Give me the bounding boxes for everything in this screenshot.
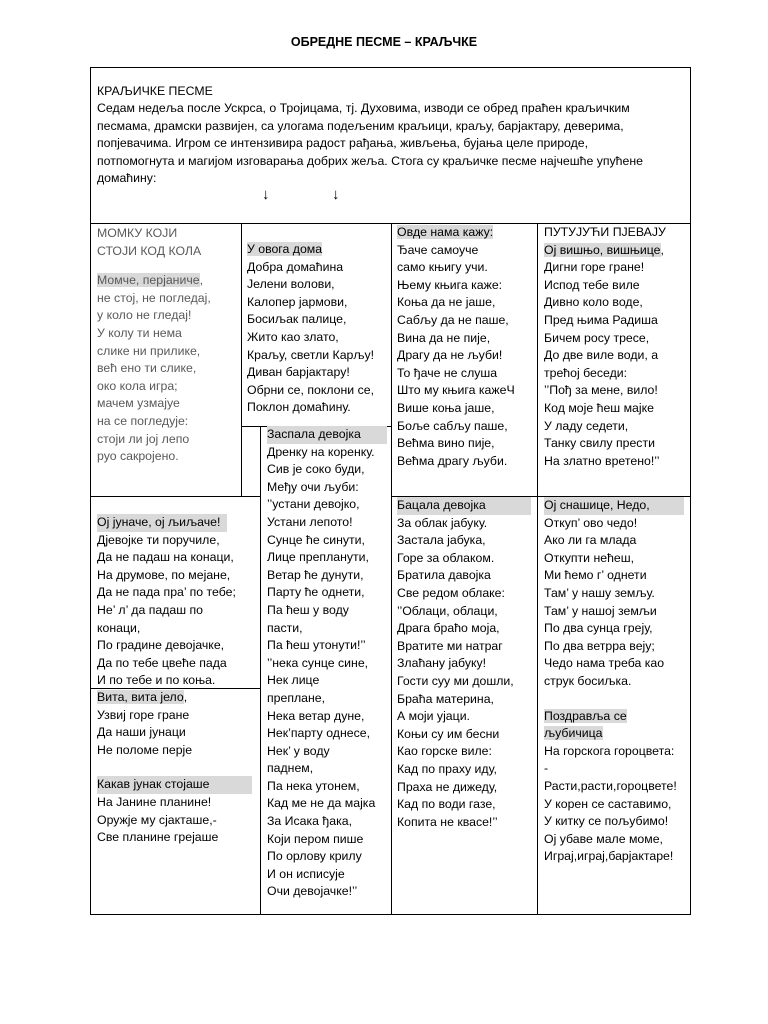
song-line: већ ено ти слике, xyxy=(97,361,197,376)
song-title: Бацала девојка xyxy=(397,497,531,515)
song-line: Сив је соко буди, xyxy=(267,462,365,477)
song-putujuci-pjevaju xyxy=(544,224,666,470)
song-line: Њему књига каже: xyxy=(397,277,503,292)
song-line: Дјевојке ти поручиле, xyxy=(97,532,220,547)
song-line: На друмове, по мејане, xyxy=(97,567,231,582)
song-line: Босиљак палице, xyxy=(247,312,347,327)
song-line: Вратите ми натраг xyxy=(397,638,503,653)
song-title: Поздравља се xyxy=(544,708,627,723)
song-line: Дренку на коренку. xyxy=(267,444,375,459)
song-line: По орлову крилу xyxy=(267,849,362,864)
song-line: Застала јабука, xyxy=(397,533,486,548)
song-line: Браћа материна, xyxy=(397,691,494,706)
song-line: преплане, xyxy=(267,690,326,705)
song-line: Ој убаве мале моме, xyxy=(544,831,663,846)
song-line: И он исписује xyxy=(267,866,345,881)
song-line: у коло не гледај! xyxy=(97,308,192,323)
intro-heading: КРАЉИЧКЕ ПЕСМЕ xyxy=(97,84,213,98)
song-line: Па ћеш у воду xyxy=(267,602,349,617)
song-line: конаци, xyxy=(97,620,141,635)
intro-line: попјевачима. Игром се интензивира радост рађања, живљења, бујања целе природе, xyxy=(97,136,589,151)
song-line: Пред њима Радиша xyxy=(544,312,658,327)
song-line: На златно вретено!’’ xyxy=(544,453,660,468)
song-ovde-nama-kazu xyxy=(397,224,515,470)
song-first-line: Момче, перјаниче xyxy=(97,273,200,288)
song-line: Више коња јаше, xyxy=(397,400,495,415)
song-vita-jelo xyxy=(97,689,252,847)
song-line: Добра домаћина xyxy=(247,259,344,274)
song-line: Откуп’ ово чедо! xyxy=(544,515,638,530)
song-line: Већма вино пије, xyxy=(397,436,495,451)
col-divider-2 xyxy=(391,223,392,915)
song-line: Злаћану јабуку! xyxy=(397,656,487,671)
song-line: Коњи су им бесни xyxy=(397,726,500,741)
song-line: Откупти нећеш, xyxy=(544,550,635,565)
song-title: У овога дома xyxy=(247,242,323,256)
song-heading: ПУТУЈУЋИ ПЈЕВАЈУ xyxy=(544,225,666,239)
song-line: По градине девојачке, xyxy=(97,638,225,653)
song-line: Дигни горе гране! xyxy=(544,260,645,275)
song-line: За Исака ђака, xyxy=(267,814,352,829)
song-line: на се погледује: xyxy=(97,413,189,428)
song-line: Да по тебе цвеће пада xyxy=(97,655,227,670)
song-line: Расти,расти,гороцвете! xyxy=(544,778,677,793)
song-line: Очи девојачке!’’ xyxy=(267,884,358,899)
song-line: Танку свилу прести xyxy=(544,436,655,451)
song-line: Нек лице xyxy=(267,673,320,688)
intro-line: песмама, драмски развијен, са улогама подељеним краљици, краљу, барјактару, деверима, xyxy=(97,118,624,133)
song-line: Лице препланути, xyxy=(267,550,369,565)
song-oj-snasice xyxy=(544,497,684,866)
song-line: По два сунца греју, xyxy=(544,621,653,636)
song-line: Бичем росу тресе, xyxy=(544,330,650,345)
song-line: Па ћеш утонути!’’ xyxy=(267,638,366,653)
intro-line: потпомогнута и магијом изговарања добрих жеља. Стога су краљичке песме најчешће упућене xyxy=(97,153,643,168)
song-line: Боље сабљу паше, xyxy=(397,418,508,433)
song-line: Ако ли га млада xyxy=(544,533,637,548)
song-line: Да не пада пра’ по тебе; xyxy=(97,585,236,600)
song-title: Заспала девојка xyxy=(267,426,387,444)
song-line: Жито као злато, xyxy=(247,329,339,344)
song-oj-junace xyxy=(97,514,236,690)
song-line: Там’ у нашу земљу. xyxy=(544,585,655,600)
song-line: Јелени волови, xyxy=(247,277,335,292)
song-line: око кола игра; xyxy=(97,378,178,393)
song-line: Који пером пише xyxy=(267,831,364,846)
song-title: СТОЈИ КОД КОЛА xyxy=(97,243,202,258)
song-line: За облак јабуку. xyxy=(397,515,488,530)
song-line: У китку се пољубимо! xyxy=(544,814,669,829)
song-line: паднем, xyxy=(267,761,314,776)
song-line: Што му књига кажеЧ xyxy=(397,383,515,398)
song-line: само књигу учи. xyxy=(397,260,488,275)
song-line: Да не падаш на конаци, xyxy=(97,550,234,565)
song-title: љубичица xyxy=(544,726,603,741)
song-u-ovoga-doma xyxy=(247,241,374,417)
song-line: Па нека утонем, xyxy=(267,778,360,793)
song-line: трећој беседи: xyxy=(544,365,628,380)
song-line: Там’ у нашој земљи xyxy=(544,603,657,618)
song-line: Драгу да не љуби! xyxy=(397,348,503,363)
song-line: По два ветрра веју; xyxy=(544,638,655,653)
song-line: Горе за облаком. xyxy=(397,550,495,565)
song-line: руо сакројено. xyxy=(97,449,179,464)
punctuation: , xyxy=(199,273,203,288)
song-line: Калопер јармови, xyxy=(247,294,348,309)
song-line: Код моје ћеш мајке xyxy=(544,400,654,415)
song-line: То ђаче не слуша xyxy=(397,365,498,380)
song-title: Какав јунак стојаше xyxy=(97,776,252,794)
intro-block xyxy=(97,83,687,187)
intro-line: домаћину: xyxy=(97,171,157,186)
page-title: ОБРЕДНЕ ПЕСМЕ – КРАЉЧКЕ xyxy=(290,35,478,49)
song-line: не стој, не погледај, xyxy=(97,290,211,305)
song-line: - xyxy=(544,761,549,776)
song-line: На горскога гороцвета: xyxy=(544,743,675,758)
song-line: Не поломе перје xyxy=(97,742,193,757)
song-line: Ђаче самоуче xyxy=(397,242,479,257)
down-arrow-icon: ↓ xyxy=(262,186,270,203)
row-divider-mid-left xyxy=(90,496,260,497)
song-line: слике ни прилике, xyxy=(97,343,201,358)
song-line: Дивно коло воде, xyxy=(544,295,643,310)
song-line: ’’Пођ за мене, вило! xyxy=(544,383,658,398)
song-line: Да наши јунаци xyxy=(97,725,186,740)
song-line: Нек’парту однесе, xyxy=(267,726,371,741)
song-line: Не’ л’ да падаш по xyxy=(97,602,204,617)
song-line: И по тебе и по коња. xyxy=(97,673,216,688)
song-bacala-devojka xyxy=(397,497,531,831)
song-line: Краљу, светли Карљу! xyxy=(247,347,375,362)
song-line: Поклон домаћину. xyxy=(247,400,351,415)
down-arrow-icon: ↓ xyxy=(332,186,340,203)
song-line: Гости суу ми дошли, xyxy=(397,673,514,688)
song-line: Ветар ће дунути, xyxy=(267,567,364,582)
col-divider-3 xyxy=(537,223,538,915)
song-line: ’’Облаци, облаци, xyxy=(397,603,498,618)
song-line: Сабљу да не паше, xyxy=(397,312,509,327)
song-line: ’’нека сунце сине, xyxy=(267,655,369,670)
song-line: Већма драгу љуби. xyxy=(397,453,508,468)
song-first-line: Ој вишњо, вишњице xyxy=(544,242,661,257)
song-line: Братила давојка xyxy=(397,568,491,583)
song-line: струк босиљка. xyxy=(544,673,632,688)
col-divider-1-upper xyxy=(241,223,242,496)
col-divider-1b xyxy=(260,426,261,915)
punctuation: , xyxy=(183,690,188,704)
song-line: До две виле води, а xyxy=(544,348,659,363)
song-line: Диван барјактару! xyxy=(247,365,350,380)
song-line: Све планине грејаше xyxy=(97,830,219,845)
song-line: Вина да не пије, xyxy=(397,330,491,345)
song-line: Коња да не јаше, xyxy=(397,295,496,310)
song-line: Парту ће однети, xyxy=(267,585,365,600)
song-line: У ладу седети, xyxy=(544,418,629,433)
song-line: Кад по води газе, xyxy=(397,797,496,812)
song-zaspala-devojka xyxy=(267,426,387,901)
song-line: Испод тебе виле xyxy=(544,277,640,292)
song-line: У корен се саставимо, xyxy=(544,796,672,811)
song-line: Сунце ће синути, xyxy=(267,532,365,547)
song-line: Нек’ у воду xyxy=(267,743,330,758)
song-line: Праха не дижеду, xyxy=(397,779,498,794)
song-line: мачем узмајуе xyxy=(97,396,180,411)
song-line: Кад ме не да мајка xyxy=(267,796,376,811)
punctuation: , xyxy=(660,242,664,257)
song-line: Ми ћемо г’ однети xyxy=(544,568,647,583)
song-title: Овде нама кажу: xyxy=(397,225,494,239)
song-line: А моји ујаци. xyxy=(397,709,470,724)
song-line: Оружје му сјакташе,- xyxy=(97,812,217,827)
song-line: Као горске виле: xyxy=(397,744,492,759)
intro-line: Седам недеља после Ускрса, о Тројицама, тј. Духовима, изводи се обред праћен краљичким xyxy=(97,101,630,116)
song-momku-koji xyxy=(97,225,211,466)
song-line: На Јанине планине! xyxy=(97,794,212,809)
song-line: стоји ли јој лепо xyxy=(97,431,190,446)
song-line: Копита не квасе!’’ xyxy=(397,814,498,829)
song-line: Чедо нама треба као xyxy=(544,656,665,671)
song-line: У колу ти нема xyxy=(97,325,182,340)
song-line: Обрни се, поклони се, xyxy=(247,382,374,397)
song-title: Ој снашице, Недо, xyxy=(544,497,684,515)
song-line: Устани лепото! xyxy=(267,514,353,529)
song-title: МОМКУ КОЈИ xyxy=(97,226,178,240)
song-line: Међу очи љуби: xyxy=(267,479,359,494)
song-line: ’’устани девојко, xyxy=(267,497,360,512)
song-line: пасти, xyxy=(267,620,303,635)
song-line: Узвиј горе гране xyxy=(97,707,190,722)
song-line: Драга браћо моја, xyxy=(397,621,500,636)
song-line: Кад по праху иду, xyxy=(397,761,497,776)
song-title: Ој јуначе, ој љиљаче! xyxy=(97,514,227,532)
song-line: Све редом облаке: xyxy=(397,585,505,600)
song-line: Нека ветар дуне, xyxy=(267,708,365,723)
song-title: Вита, вита јело xyxy=(97,690,184,704)
song-line: Играј,играј,барјактаре! xyxy=(544,849,674,864)
